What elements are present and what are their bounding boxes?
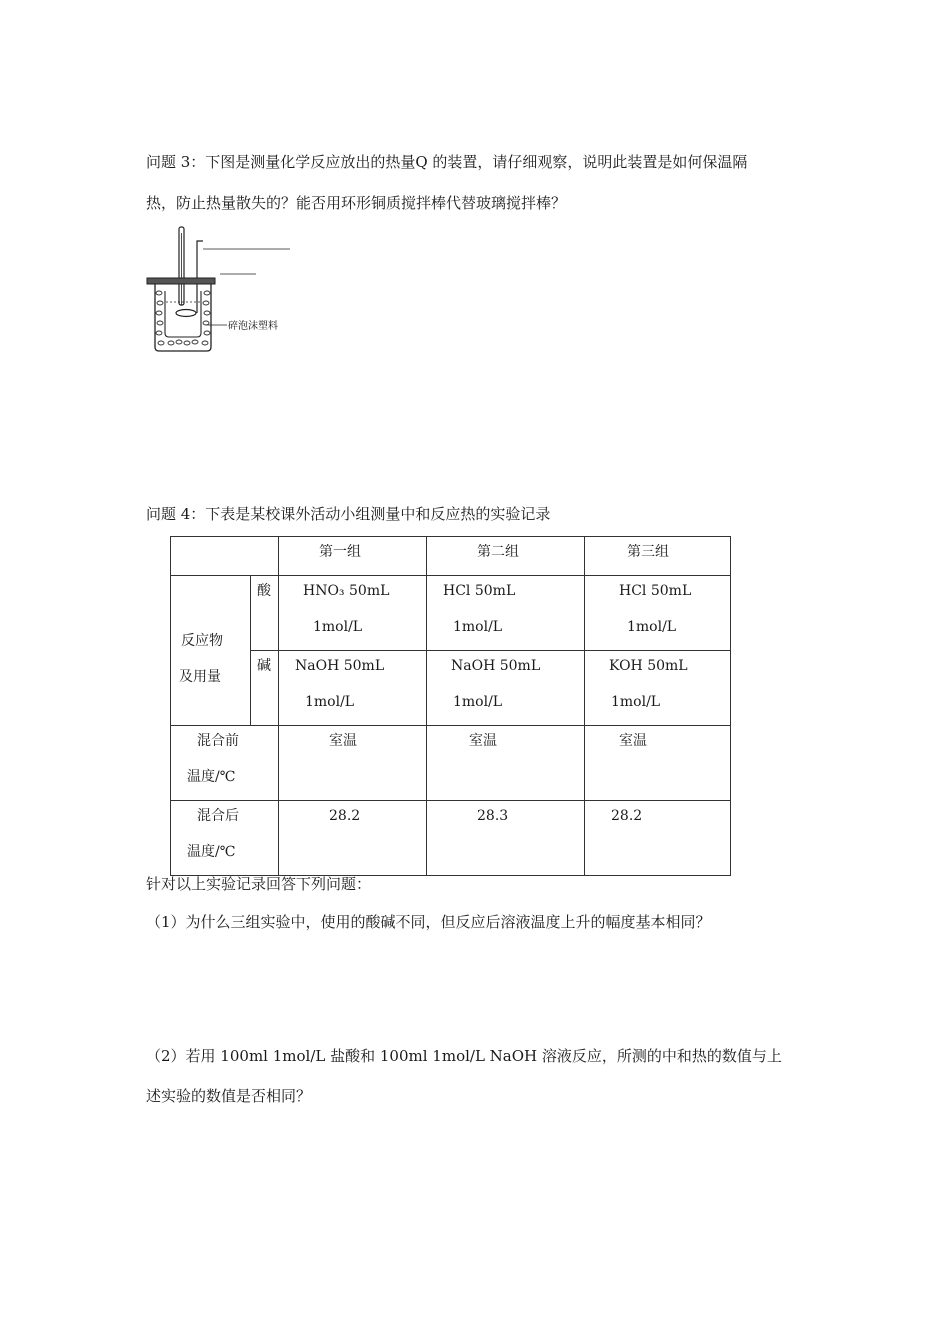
q3-line2: 热，防止热量散失的？能否用环形铜质搅拌棒代替玻璃搅拌棒？ (146, 194, 567, 212)
table-row-base (171, 651, 731, 726)
acid-g2-conc: 1mol/L (453, 619, 503, 635)
q4-sub1: （1）为什么三组实验中，使用的酸碱不同，但反应后溶液温度上升的幅度基本相同？ (146, 913, 711, 931)
base-g3-conc: 1mol/L (611, 694, 661, 710)
reactant-label-2: 及用量 (179, 669, 221, 685)
after-g3: 28.2 (611, 808, 643, 824)
base-g2-amount: NaOH 50mL (451, 658, 541, 674)
after-label-1: 混合后 (197, 808, 239, 824)
after-g2: 28.3 (477, 808, 509, 824)
experiment-table (170, 536, 731, 876)
table-header-row (171, 537, 731, 576)
before-g1: 室温 (329, 733, 357, 749)
base-g3-amount: KOH 50mL (609, 658, 688, 674)
q4-sub2-line1: （2）若用 100ml 1mol/L 盐酸和 100ml 1mol/L NaOH 溶液反应，所测的中和热的数值与上 (146, 1047, 782, 1065)
q4-sub2-line2: 述实验的数值是否相同？ (146, 1087, 312, 1105)
header-group-2: 第二组 (477, 544, 519, 560)
after-g1: 28.2 (329, 808, 361, 824)
header-group-1: 第一组 (319, 544, 361, 560)
q4-prompt: 针对以上实验记录回答下列问题： (146, 875, 372, 893)
header-group-3: 第三组 (627, 544, 669, 560)
foam-label: 碎泡沫塑料 (228, 321, 278, 332)
calorimeter-figure (145, 225, 295, 359)
before-g2: 室温 (469, 733, 497, 749)
acid-g1-amount: HNO₃ 50mL (303, 583, 390, 599)
table-row-before (171, 726, 731, 801)
calorimeter-diagram (145, 225, 295, 355)
after-label-2: 温度/℃ (187, 844, 236, 860)
before-g3: 室温 (619, 733, 647, 749)
before-label-1: 混合前 (197, 733, 239, 749)
base-g1-amount: NaOH 50mL (295, 658, 385, 674)
before-label-2: 温度/℃ (187, 769, 236, 785)
acid-g2-amount: HCl 50mL (443, 583, 516, 599)
acid-g3-amount: HCl 50mL (619, 583, 692, 599)
acid-g1-conc: 1mol/L (313, 619, 363, 635)
q3-line1: 问题 3：下图是测量化学反应放出的热量Q 的装置，请仔细观察，说明此装置是如何保温隔 (146, 153, 748, 171)
acid-g3-conc: 1mol/L (627, 619, 677, 635)
q4-title: 问题 4：下表是某校课外活动小组测量中和反应热的实验记录 (146, 505, 551, 523)
acid-label: 酸 (257, 583, 271, 599)
reactant-label-1: 反应物 (181, 633, 223, 649)
base-g1-conc: 1mol/L (305, 694, 355, 710)
base-g2-conc: 1mol/L (453, 694, 503, 710)
base-label: 碱 (257, 658, 271, 674)
table-row-after (171, 801, 731, 876)
table-row-acid (171, 576, 731, 651)
